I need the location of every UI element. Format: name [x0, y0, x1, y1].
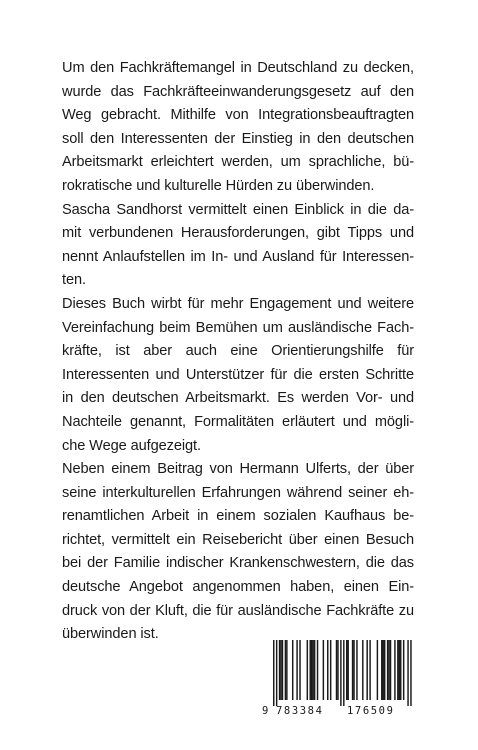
- text-line: kräfte, ist aber auch eine Orientierungshilfe für: [62, 343, 414, 360]
- text-line: nennt Anlaufstellen im In- und Ausland für Interessen-: [62, 248, 414, 265]
- text-line: Dieses Buch wirbt für mehr Engagement und weitere: [62, 295, 414, 312]
- text-line: mit verbundenen Herausforderungen, gibt Tipps und: [62, 225, 414, 242]
- barcode-digits-left: 783384: [276, 705, 324, 717]
- barcode-bar: [377, 640, 378, 700]
- barcode-bar: [276, 640, 277, 706]
- barcode-bar: [310, 640, 311, 700]
- barcode-bar: [394, 640, 395, 700]
- text-line: bei der Familie indischer Krankenschwestern, die das: [62, 555, 414, 572]
- barcode-bar: [347, 640, 348, 700]
- barcode-bar: [327, 640, 328, 700]
- barcode-bar: [279, 640, 280, 700]
- barcode-bar: [336, 640, 337, 700]
- barcode-bar: [388, 640, 389, 700]
- barcode-bar: [381, 640, 382, 700]
- text-line: Um den Fachkräftemangel in Deutschland zu decken,: [62, 60, 414, 76]
- barcode-bar: [311, 640, 312, 700]
- text-line: überwinden ist.: [62, 626, 159, 643]
- barcode-bar: [403, 640, 404, 700]
- barcode-bar: [399, 640, 400, 700]
- text-line: rokratische und kulturelle Hürden zu überwinden.: [62, 177, 375, 194]
- barcode-bar: [343, 640, 344, 706]
- barcode-bar: [383, 640, 384, 700]
- barcode-bar: [314, 640, 315, 700]
- barcode-bar: [280, 640, 281, 700]
- barcode-bar: [410, 640, 411, 706]
- text-line: in den deutschen Arbeitsmarkt. Es werden Vor- und: [62, 390, 414, 407]
- isbn-barcode: [262, 640, 417, 722]
- barcode-bar: [337, 640, 338, 700]
- text-line: Interessenten und Unterstützer für die ersten Schritte: [62, 366, 414, 383]
- text-line: richtet, vermittelt ein Reisebericht über einen Besuch: [62, 531, 414, 548]
- text-line: che Wege aufgezeigt.: [62, 437, 201, 454]
- barcode-bar: [362, 640, 363, 700]
- paragraph: [62, 57, 414, 199]
- barcode-bar: [292, 640, 293, 700]
- barcode-bar: [387, 640, 388, 700]
- barcode-bar: [400, 640, 401, 700]
- text-line: ten.: [62, 272, 86, 289]
- text-line: Neben einem Beitrag von Hermann Ulferts, der über: [62, 461, 414, 478]
- barcode-bar: [317, 640, 318, 700]
- barcode-bar: [407, 640, 408, 706]
- barcode-bar: [366, 640, 367, 700]
- barcode-bar: [369, 640, 370, 700]
- paragraph: [62, 458, 414, 647]
- text-line: Vereinfachung beim Bemühen um ausländische Fach-: [62, 319, 414, 336]
- barcode-bar: [296, 640, 297, 700]
- barcode-bar: [356, 640, 357, 700]
- barcode-bar: [312, 640, 313, 700]
- barcode-bar: [352, 640, 353, 700]
- text-line: renamtlichen Arbeit in einem sozialen Kaufhaus be-: [62, 508, 414, 525]
- paragraph: [62, 199, 414, 293]
- barcode-bar: [330, 640, 331, 700]
- text-line: deutsche Angebot angenommen haben, einen Ein-: [62, 579, 414, 596]
- barcode-bar: [282, 640, 283, 700]
- barcode-bar: [353, 640, 354, 700]
- text-line: Sascha Sandhorst vermittelt einen Einblick in die da-: [62, 201, 414, 218]
- text-line: Weg gebracht. Mithilfe von Integrationsbeauftragten: [62, 107, 414, 124]
- blurb-text: [62, 57, 414, 647]
- barcode-bar: [390, 640, 391, 700]
- text-line: Nachteile genannt, Formalitäten erläutert und mögli-: [62, 413, 414, 430]
- barcode-bar: [384, 640, 385, 700]
- barcode-bars: [262, 640, 417, 706]
- text-line: Arbeitsmarkt erleichtert werden, um sprachliche, bü-: [62, 154, 414, 171]
- barcode-bar: [299, 640, 300, 700]
- text-line: soll den Interessenten der Einstieg in den deutschen: [62, 130, 414, 147]
- text-line: wurde das Fachkräfteeinwanderungsgesetz auf den: [62, 83, 414, 100]
- barcode-bar: [285, 640, 286, 700]
- text-line: seine interkulturellen Erfahrungen während seiner eh-: [62, 484, 414, 501]
- barcode-bar: [273, 640, 274, 706]
- paragraph: [62, 293, 414, 458]
- barcode-bar: [323, 640, 324, 700]
- barcode-bar: [346, 640, 347, 700]
- barcode-bar: [340, 640, 341, 706]
- barcode-bar: [397, 640, 398, 700]
- barcode-digits-right: 176509: [347, 705, 395, 717]
- text-line: druck von der Kluft, die für ausländische Fachkräfte zu: [62, 602, 414, 619]
- barcode-bar: [286, 640, 287, 700]
- barcode-digit-first: 9: [262, 705, 270, 717]
- barcode-bar: [307, 640, 308, 700]
